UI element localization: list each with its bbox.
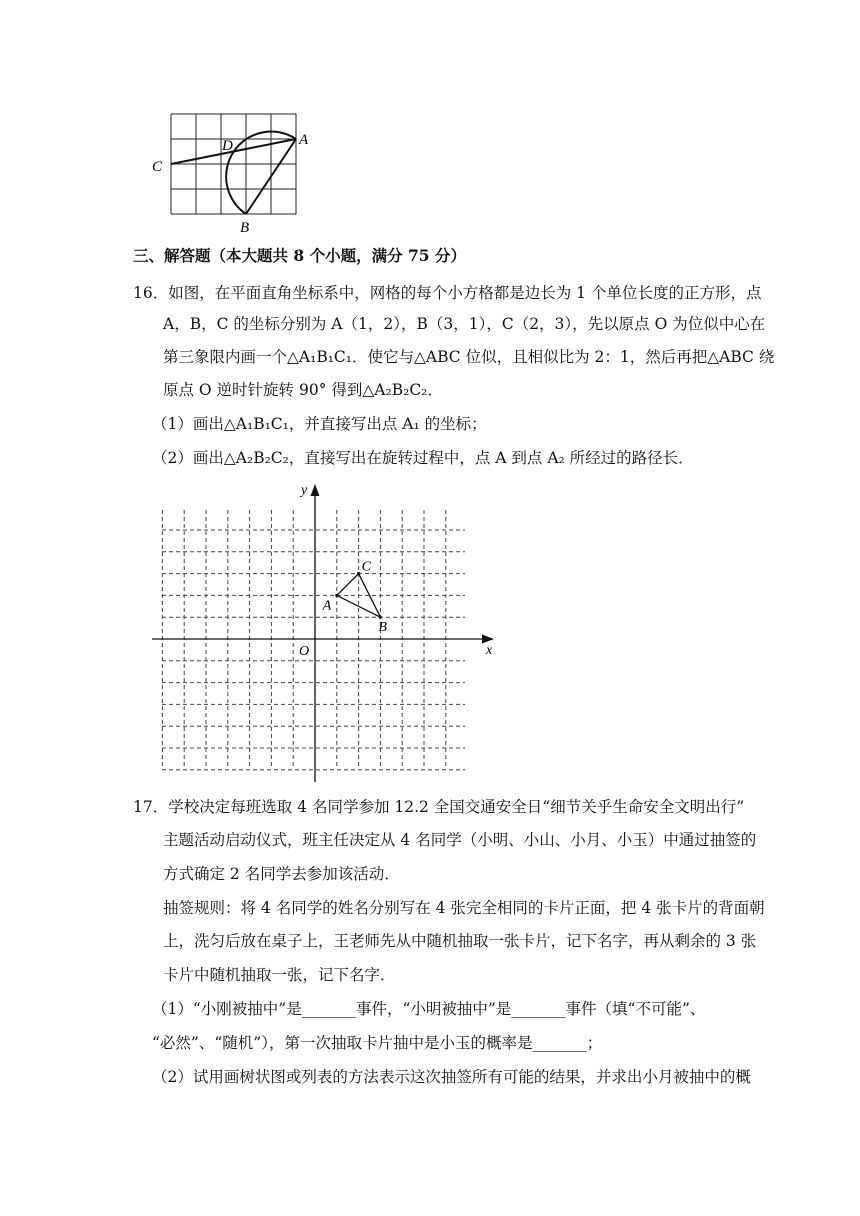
q17-line: 上，洗匀后放在桌子上，王老师先从中随机抽取一张卡片，记下名字，再从剩余的 3 张 — [163, 932, 757, 950]
point-c — [357, 572, 360, 575]
q17-line: 主题活动启动仪式，班主任决定从 4 名同学（小明、小山、小月、小玉）中通过抽签的 — [163, 831, 757, 849]
q17-subquestion-1: （1）“小刚被抽中”是_______事件，“小明被抽中”是_______事件（填“不可能”、 — [152, 1000, 706, 1018]
fig1-label-d: D — [222, 138, 233, 154]
figure-1-grid-arc — [145, 108, 320, 240]
point-label-c: C — [361, 559, 371, 575]
fig1-label-b: B — [240, 220, 250, 236]
y-axis-arrow — [311, 484, 320, 496]
q17-line: 17．学校决定每班选取 4 名同学参加 12.2 全国交通安全日“细节关乎生命安全文明出行” — [133, 798, 745, 816]
q17-subquestion-1-cont: “必然”、“随机”），第一次抽取卡片抽中是小玉的概率是_______； — [152, 1034, 603, 1052]
point-a — [335, 594, 338, 597]
fig1-arc — [226, 132, 296, 214]
q17-line: 抽签规则：将 4 名同学的姓名分别写在 4 张完全相同的卡片正面，把 4 张卡片的背面朝 — [163, 899, 765, 917]
fig2-dashed-grid — [162, 510, 465, 770]
point-label-b: B — [378, 620, 387, 636]
origin-label: O — [299, 644, 310, 659]
fig1-label-c: C — [152, 159, 163, 175]
x-axis-label: x — [486, 643, 493, 658]
q16-line: 第三象限内画一个△A₁B₁C₁．使它与△ABC 位似，且相似比为 2：1，然后再把△ABC 绕 — [163, 348, 775, 366]
q16-line: 16．如图，在平面直角坐标系中，网格的每个小方格都是边长为 1 个单位长度的正方形，点 — [133, 284, 762, 302]
q16-line: 原点 O 逆时针旋转 90° 得到△A₂B₂C₂． — [163, 381, 443, 399]
figure-2-coordinate-grid — [140, 478, 510, 788]
point-label-a: A — [322, 598, 332, 614]
q16-line: A，B，C 的坐标分别为 A（1，2），B（3，1），C（2，3），先以原点 O 为位似中心在 — [163, 315, 766, 333]
section-heading: 三、解答题（本大题共 8 个小题，满分 75 分） — [133, 246, 466, 265]
y-axis-label: y — [301, 483, 308, 498]
q17-line: 卡片中随机抽取一张，记下名字． — [163, 966, 396, 984]
fig1-label-a: A — [299, 132, 309, 148]
q17-subquestion-2: （2）试用画树状图或列表的方法表示这次抽签所有可能的结果，并求出小月被抽中的概 — [152, 1068, 751, 1086]
point-b — [379, 616, 382, 619]
q17-line: 方式确定 2 名同学去参加该活动． — [163, 865, 400, 883]
q16-subquestion-1: （1）画出△A₁B₁C₁，并直接写出点 A₁ 的坐标； — [152, 415, 487, 433]
q16-subquestion-2: （2）画出△A₂B₂C₂，直接写出在旋转过程中，点 A 到点 A₂ 所经过的路径长． — [152, 449, 694, 467]
fig1-grid — [171, 114, 296, 214]
fig2-axes — [152, 484, 494, 782]
